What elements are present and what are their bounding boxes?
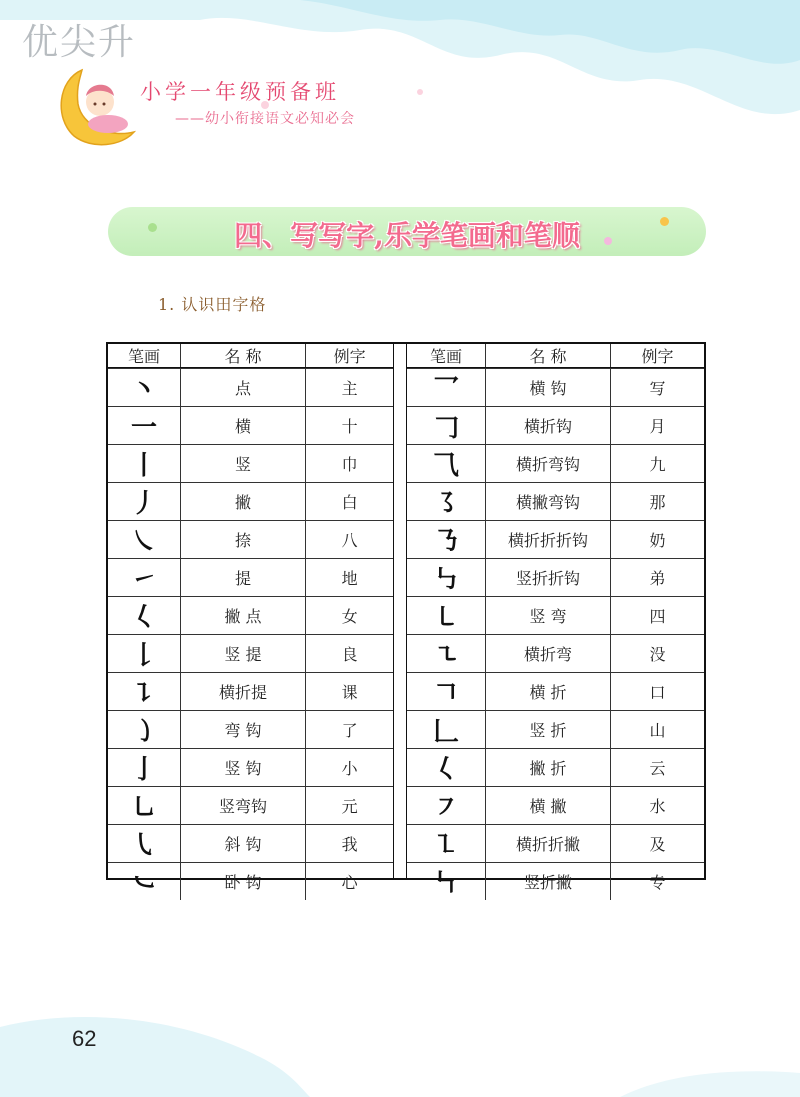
table-row (108, 710, 393, 748)
stroke-name: 横 折 (485, 673, 610, 710)
example-character: 课 (305, 673, 393, 710)
example-character: 山 (610, 711, 704, 748)
brand-logo-text: 优尖升 (22, 22, 137, 63)
stroke-name: 横折折撇 (485, 825, 610, 862)
stroke-glyph: ㇉ (432, 565, 459, 595)
table-row (108, 596, 393, 634)
stroke-glyph: ㇌ (432, 489, 459, 519)
stroke-name: 竖弯钩 (180, 787, 305, 824)
stroke-name: 横撇弯钩 (485, 483, 610, 520)
stroke-glyph: 𡿨 (432, 755, 459, 785)
page-number: 62 (72, 1026, 97, 1051)
table-row (108, 444, 393, 482)
table-row (407, 520, 704, 558)
table-row (108, 368, 393, 406)
table-row (108, 520, 393, 558)
stroke-glyph: 丨 (130, 451, 157, 481)
table-row (108, 862, 393, 900)
stroke-name: 卧 钩 (180, 863, 305, 900)
stroke-glyph: 丶 (130, 375, 157, 405)
stroke-glyph: ㇞ (432, 869, 459, 899)
stroke-glyph: 𠃍 (432, 679, 459, 709)
stroke-name: 竖 提 (180, 635, 305, 672)
example-character: 十 (305, 407, 393, 444)
table-row (108, 634, 393, 672)
example-character: 月 (610, 407, 704, 444)
example-character: 巾 (305, 445, 393, 482)
column-header-name: 名 称 (180, 344, 305, 367)
column-header-example: 例字 (305, 344, 393, 367)
stroke-name: 横折弯钩 (485, 445, 610, 482)
stroke-name: 横 钩 (485, 369, 610, 406)
table-header-row (108, 344, 393, 368)
stroke-name: 捺 (180, 521, 305, 558)
example-character: 地 (305, 559, 393, 596)
example-character: 我 (305, 825, 393, 862)
table-row (407, 710, 704, 748)
stroke-name: 撇 折 (485, 749, 610, 786)
stroke-name: 竖 折 (485, 711, 610, 748)
stroke-name: 横折钩 (485, 407, 610, 444)
example-character: 那 (610, 483, 704, 520)
column-header-stroke: 笔画 (429, 347, 462, 366)
example-character: 奶 (610, 521, 704, 558)
column-header-stroke: 笔画 (127, 347, 160, 366)
stroke-glyph: ㇍ (432, 641, 459, 671)
example-character: 心 (305, 863, 393, 900)
example-character: 云 (610, 749, 704, 786)
example-character: 及 (610, 825, 704, 862)
table-row (407, 862, 704, 900)
stroke-glyph: 亅 (130, 755, 157, 785)
table-row (407, 558, 704, 596)
stroke-glyph: 𡿨 (130, 603, 157, 633)
column-header-name: 名 称 (485, 344, 610, 367)
stroke-name: 斜 钩 (180, 825, 305, 862)
stroke-name: 提 (180, 559, 305, 596)
stroke-name: 撇 点 (180, 597, 305, 634)
stroke-glyph: ㇃ (130, 869, 157, 899)
table-row (108, 672, 393, 710)
table-divider (393, 344, 407, 878)
section-heading: 1. 认识田字格 (158, 295, 267, 314)
example-character: 小 (305, 749, 393, 786)
stroke-name: 横 撇 (485, 787, 610, 824)
stroke-name: 竖 (180, 445, 305, 482)
stroke-glyph: 𠃌 (432, 413, 459, 443)
stroke-glyph: ㇏ (130, 527, 157, 557)
stroke-name: 竖 钩 (180, 749, 305, 786)
stroke-name: 弯 钩 (180, 711, 305, 748)
table-row (407, 368, 704, 406)
section-banner (108, 207, 706, 256)
stroke-glyph: ㇀ (130, 565, 157, 595)
stroke-glyph: ㇁ (130, 717, 157, 747)
strokes-table (106, 342, 706, 899)
series-subtitle: ——幼小衔接语文必知必会 (175, 111, 355, 127)
stroke-glyph: 乛 (432, 375, 459, 405)
stroke-name: 竖折撇 (485, 863, 610, 900)
table-row (407, 824, 704, 862)
stroke-glyph: 一 (130, 413, 157, 443)
table-row (108, 748, 393, 786)
footer-wave-background (0, 1007, 800, 1097)
stroke-name: 竖折折钩 (485, 559, 610, 596)
stroke-glyph: ㇅ (432, 831, 459, 861)
example-character: 专 (610, 863, 704, 900)
example-character: 九 (610, 445, 704, 482)
table-row (108, 558, 393, 596)
stroke-name: 横折提 (180, 673, 305, 710)
stroke-name: 横折弯 (485, 635, 610, 672)
example-character: 水 (610, 787, 704, 824)
stroke-glyph: ㇇ (432, 793, 459, 823)
example-character: 写 (610, 369, 704, 406)
stroke-glyph: ㇟ (130, 793, 157, 823)
stroke-glyph: 𠄌 (130, 641, 157, 671)
stroke-name: 竖 弯 (485, 597, 610, 634)
table-row (407, 672, 704, 710)
example-character: 口 (610, 673, 704, 710)
table-row (407, 634, 704, 672)
table-row (108, 786, 393, 824)
example-character: 元 (305, 787, 393, 824)
table-header-row (407, 344, 704, 368)
example-character: 八 (305, 521, 393, 558)
stroke-name: 撇 (180, 483, 305, 520)
table-row (407, 482, 704, 520)
series-title: 小学一年级预备班 (140, 80, 340, 104)
moon-cartoon-illustration (52, 66, 152, 148)
example-character: 白 (305, 483, 393, 520)
table-row (407, 406, 704, 444)
example-character: 良 (305, 635, 393, 672)
table-row (108, 406, 393, 444)
strokes-table-right (407, 344, 704, 899)
stroke-glyph: 丿 (130, 489, 157, 519)
stroke-glyph: ㇂ (130, 831, 157, 861)
example-character: 女 (305, 597, 393, 634)
table-row (108, 824, 393, 862)
example-character: 没 (610, 635, 704, 672)
table-row (108, 482, 393, 520)
banner-title: 四、写写字,乐学笔画和笔顺 (234, 219, 580, 252)
table-row (407, 596, 704, 634)
example-character: 四 (610, 597, 704, 634)
stroke-glyph: ㇊ (130, 679, 157, 709)
table-row (407, 444, 704, 482)
stroke-glyph: 𠃊 (432, 717, 459, 747)
example-character: 弟 (610, 559, 704, 596)
example-character: 了 (305, 711, 393, 748)
stroke-glyph: ㇄ (432, 603, 459, 633)
strokes-table-left (108, 344, 393, 899)
example-character: 主 (305, 369, 393, 406)
stroke-name: 横折折折钩 (485, 521, 610, 558)
stroke-name: 点 (180, 369, 305, 406)
table-row (407, 786, 704, 824)
table-row (407, 748, 704, 786)
stroke-glyph: ㇡ (432, 527, 459, 557)
column-header-example: 例字 (610, 344, 704, 367)
stroke-glyph: ⺄ (432, 451, 459, 481)
stroke-name: 横 (180, 407, 305, 444)
